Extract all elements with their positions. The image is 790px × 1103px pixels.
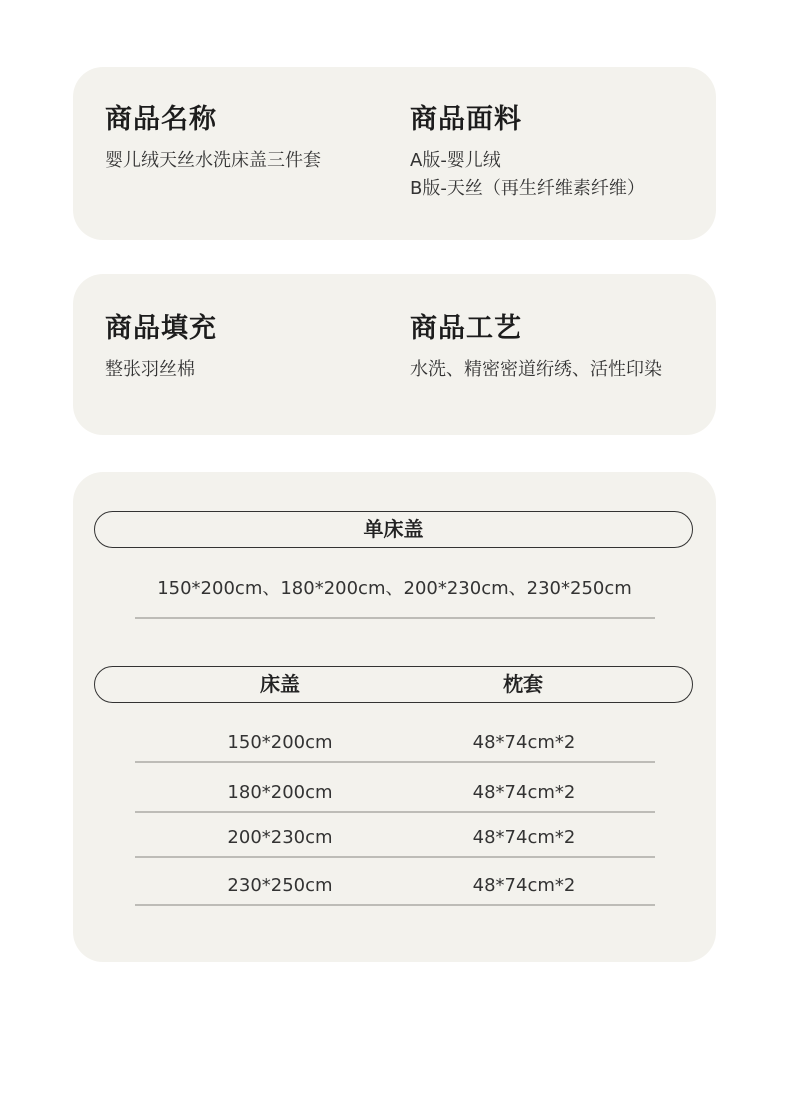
- table-cell-pillowcase: 48*74cm*2: [472, 732, 576, 753]
- product-name-value: 婴儿绒天丝水洗床盖三件套: [105, 150, 321, 171]
- product-filling-heading: 商品填充: [105, 313, 217, 344]
- divider: [135, 617, 655, 619]
- table-row: [73, 728, 716, 758]
- table-cell-pillowcase: 48*74cm*2: [472, 827, 576, 848]
- product-info-card-1: [73, 67, 716, 240]
- product-filling-block: [105, 312, 217, 384]
- table-cell-pillowcase: 48*74cm*2: [472, 782, 576, 803]
- single-bedspread-title: 单床盖: [363, 517, 424, 541]
- product-craft-heading: 商品工艺: [410, 313, 522, 344]
- product-name-heading: 商品名称: [105, 104, 217, 135]
- divider: [135, 761, 655, 763]
- table-header-bedspread: 床盖: [260, 672, 300, 696]
- set-table-header-pill: [94, 666, 693, 703]
- fabric-line-a: A版-婴儿绒: [410, 150, 501, 171]
- single-bedspread-sizes: 150*200cm、180*200cm、200*230cm、230*250cm: [157, 578, 632, 599]
- product-craft-value: 水洗、精密密道绗绣、活性印染: [410, 359, 662, 380]
- product-fabric-heading: 商品面料: [410, 104, 522, 135]
- product-craft-block: [410, 312, 662, 384]
- table-cell-bedspread: 200*230cm: [227, 827, 333, 848]
- product-info-card-2: [73, 274, 716, 435]
- divider: [135, 811, 655, 813]
- table-row: [73, 871, 716, 901]
- table-cell-bedspread: 230*250cm: [227, 875, 333, 896]
- product-fabric-block: [410, 103, 645, 203]
- divider: [135, 856, 655, 858]
- divider: [135, 904, 655, 906]
- table-cell-pillowcase: 48*74cm*2: [472, 875, 576, 896]
- product-name-block: [105, 103, 321, 175]
- fabric-line-b: B版-天丝（再生纤维素纤维）: [410, 178, 645, 199]
- table-header-pillowcase: 枕套: [503, 672, 543, 696]
- product-filling-value: 整张羽丝棉: [105, 359, 195, 380]
- table-cell-bedspread: 150*200cm: [227, 732, 333, 753]
- table-row: [73, 823, 716, 853]
- table-cell-bedspread: 180*200cm: [227, 782, 333, 803]
- size-card: [73, 472, 716, 962]
- single-bedspread-pill: [94, 511, 693, 548]
- product-fabric-values: [410, 147, 645, 203]
- table-row: [73, 778, 716, 808]
